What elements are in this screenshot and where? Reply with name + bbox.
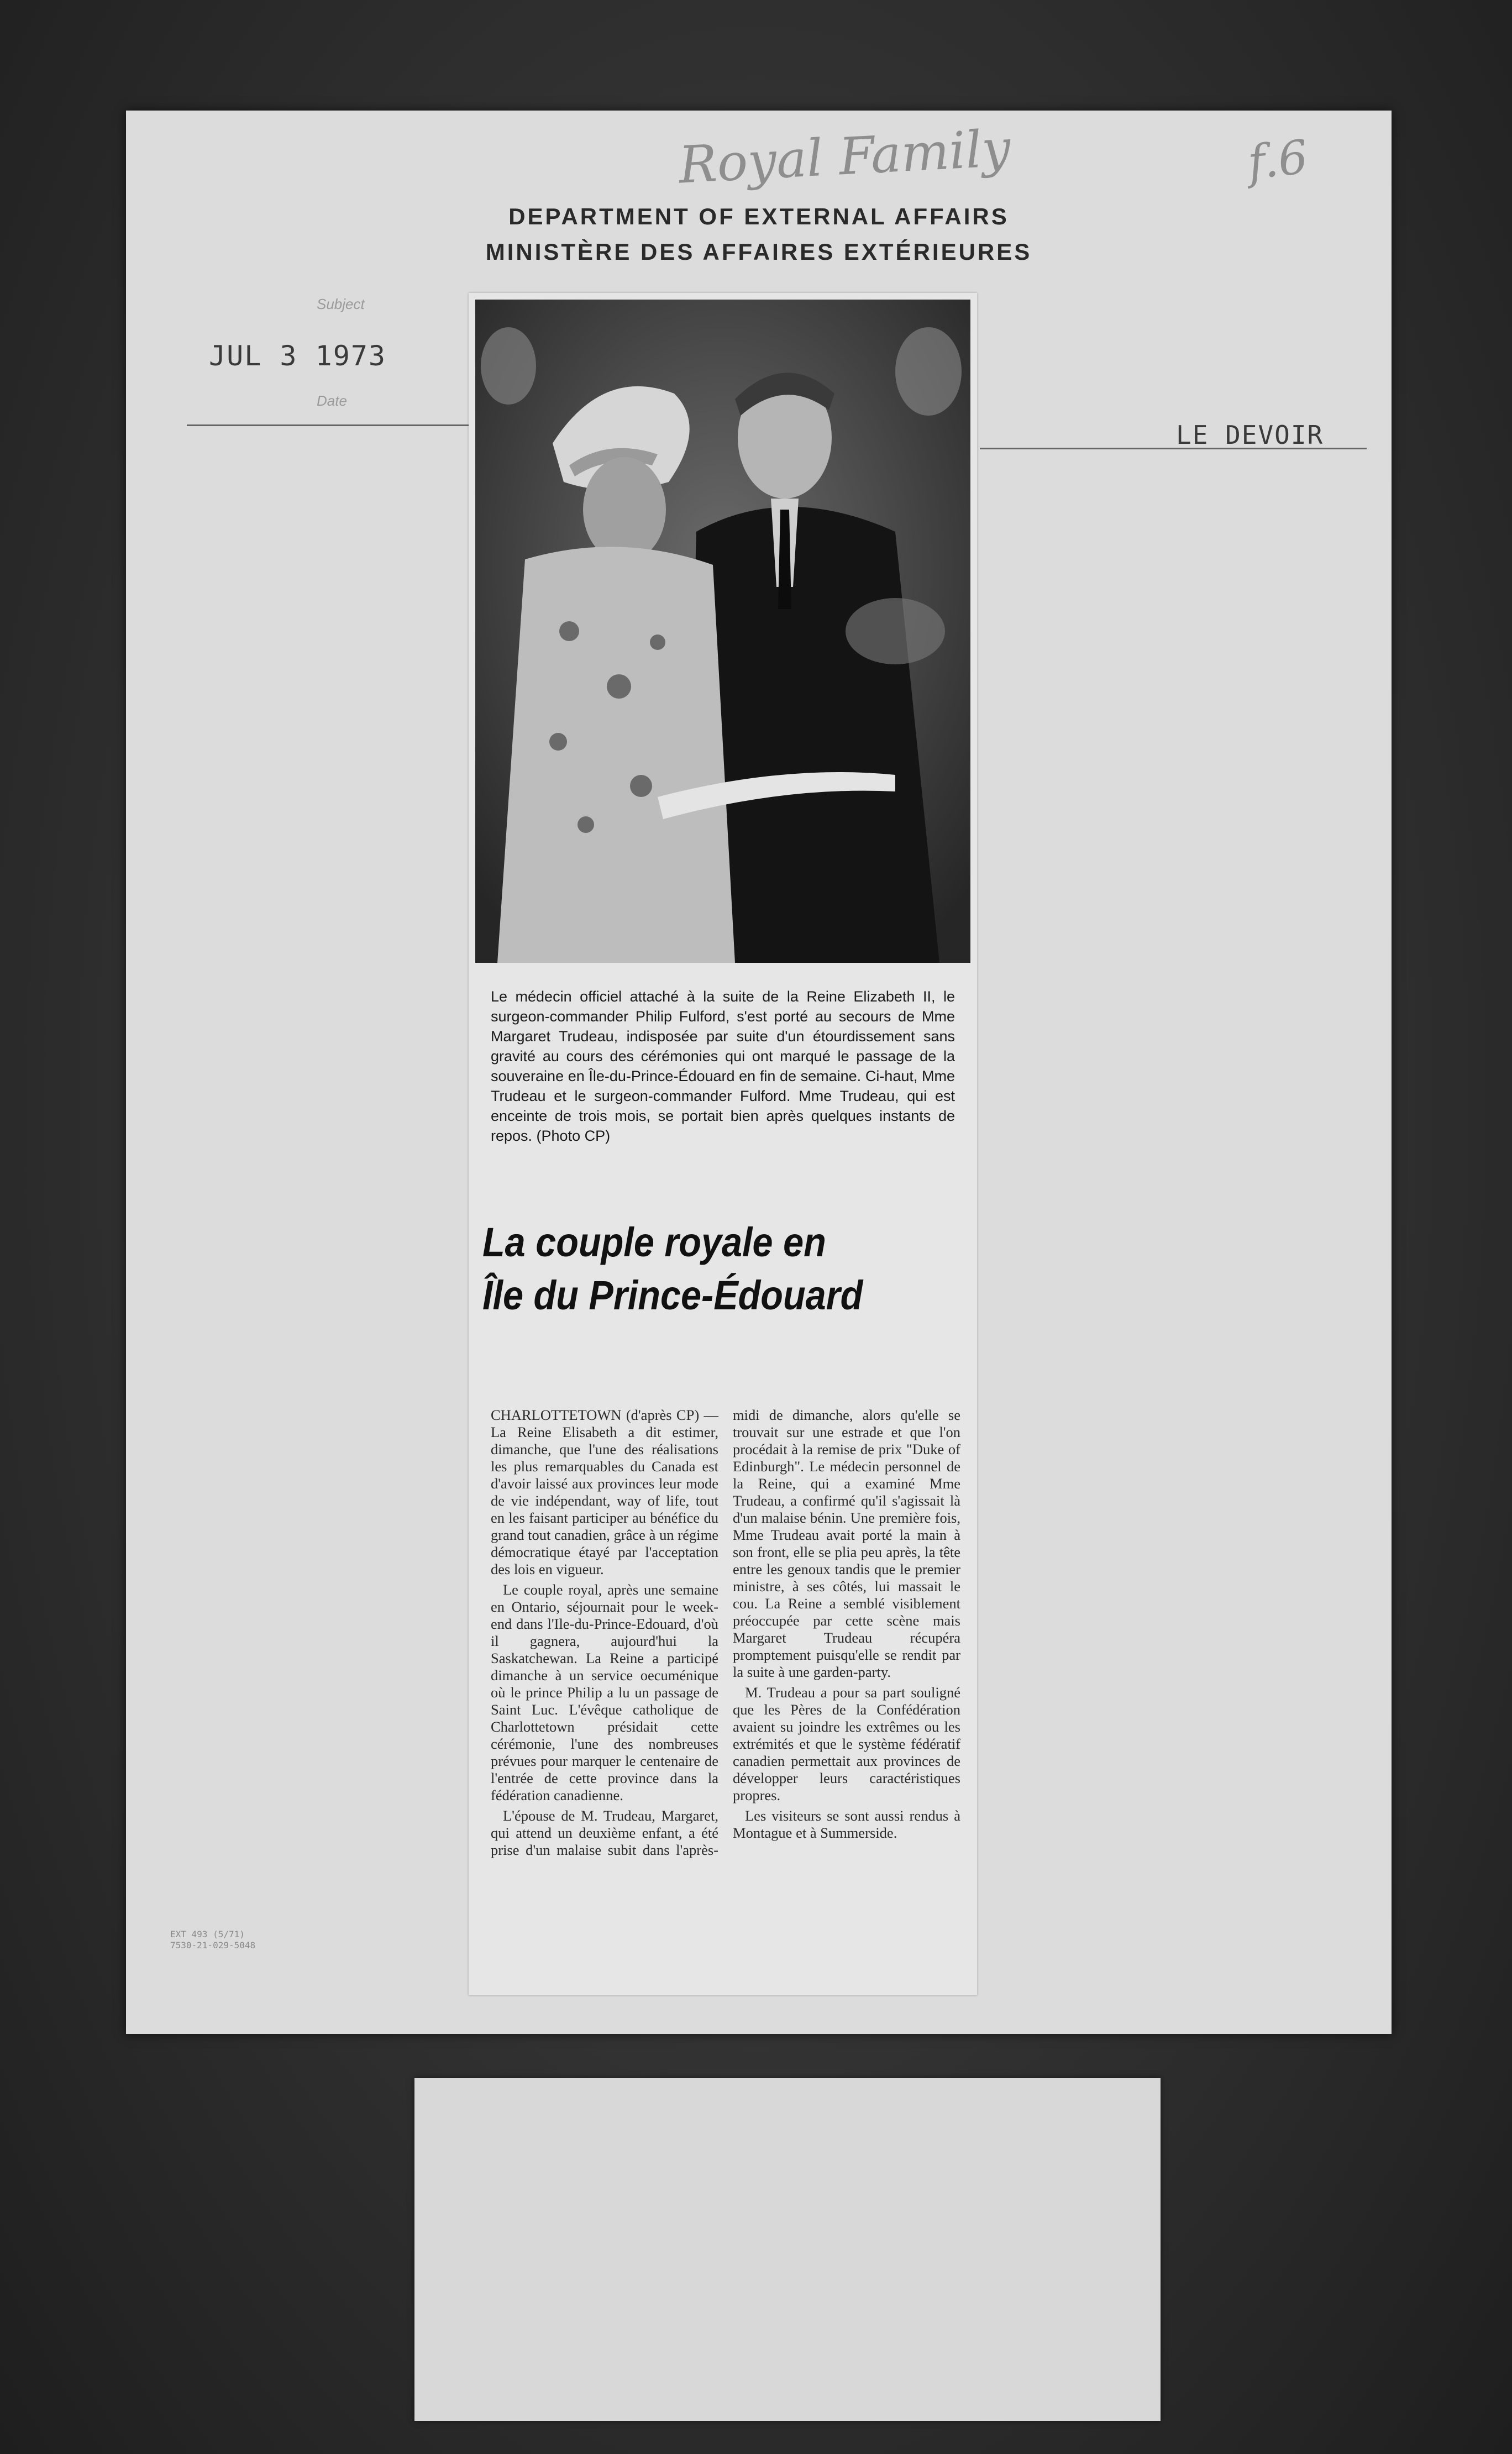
- article-body: [491, 1407, 960, 1987]
- handwritten-annotation: Royal Family: [677, 118, 1012, 195]
- form-print-code: EXT 493 (5/71) 7530-21-029-5048: [170, 1929, 256, 1950]
- headline-line-1: La couple royale en: [482, 1219, 826, 1265]
- headline-line-2: Île du Prince-Édouard: [482, 1272, 863, 1318]
- article-paragraph: M. Trudeau a pour sa part souligné que les Pères de la Confédération avaient su joindre les extrêmes ou les extrémités et que le système fédératif canadien permettait aux provinces de développer leurs caractéristiques propres.: [733, 1684, 960, 1803]
- date-label: Date: [317, 392, 347, 409]
- news-photo-illustration: [475, 300, 970, 963]
- article-paragraph: Les visiteurs se sont aussi rendus à Montague et à Summerside.: [733, 1807, 960, 1841]
- photo-caption: Le médecin officiel attaché à la suite de la Reine Elizabeth II, le surgeon-commander Philip Fulford, s'est porté au secours de Mme Margaret Trudeau, indisposée par suite d'un étourdissement sans gravité au cours des cérémonies qui ont marqué le passage de la souveraine en Île-du-Prince-Édouard en fin de semaine. Ci-haut, Mme Trudeau et le surgeon-commander Fulford. Mme Trudeau, qui est enceinte de trois mois, se portait bien après quelques instants de repos. (Photo CP): [491, 988, 955, 1144]
- blank-slip: [414, 2078, 1161, 2421]
- article-paragraph: CHARLOTTETOWN (d'après CP) — La Reine Elisabeth a dit estimer, dimanche, que l'une des réalisations les plus remarquables du Canada est d'avoir laissé aux provinces leur mode de vie indépendant, way of life, tout en les faisant participer au bénéfice du grand tout canadien, grâce à un régime démocratique étayé par l'acceptation des lois en vigueur.: [491, 1407, 718, 1577]
- department-name-en: DEPARTMENT OF EXTERNAL AFFAIRS: [508, 203, 1009, 229]
- date-stamp: JUL 3 1973: [209, 340, 387, 372]
- archive-sheet: [126, 111, 1392, 2034]
- newspaper-clipping: [469, 293, 977, 1995]
- article-headline: [482, 1216, 920, 1322]
- news-photo: [475, 300, 970, 963]
- article-paragraph: Le couple royal, après une semaine en Ontario, séjournait pour le week-end dans l'Ile-du-Prince-Edouard, d'où il gagnera, aujourd'hui la Saskatchewan. La Reine a participé dimanche à un service oecuménique où le prince Philip a lu un passage de Saint Luc. L'évêque catholique de Charlottetown présidait cette cérémonie, l'une des nombreuses prévues pour marquer le centenaire de l'entrée de cette province dans la fédération canadienne.: [491, 1581, 718, 1803]
- article-paragraph: L'épouse de M. Trudeau, Margaret, qui attend un deuxième enfant, a été prise d'un malaise subit dans l'après-midi de dimanche, alors qu'elle se trouvait sur une estrade et que l'on procédait à la remise de prix "Duke of Edinburgh". Le médecin personnel de la Reine, qui a examiné Mme Trudeau, a confirmé qu'il s'agissait là d'un malaise bénin. Une première fois, Mme Trudeau avait porté la main à son front, elle se plia peu après, la tête entre les genoux tandis que le premier ministre, à ses côtés, lui massait le cou. La Reine a semblé visiblement préoccupée par cette scène mais Margaret Trudeau récupéra promptement puisqu'elle se rendit par la suite à une garden-party.: [491, 1407, 960, 1858]
- subject-label: Subject: [317, 296, 365, 312]
- handwritten-file-number: f.6: [1245, 129, 1311, 190]
- department-name-fr: MINISTÈRE DES AFFAIRES EXTÉRIEURES: [485, 239, 1032, 265]
- source-stamp: LE DEVOIR: [1176, 420, 1324, 450]
